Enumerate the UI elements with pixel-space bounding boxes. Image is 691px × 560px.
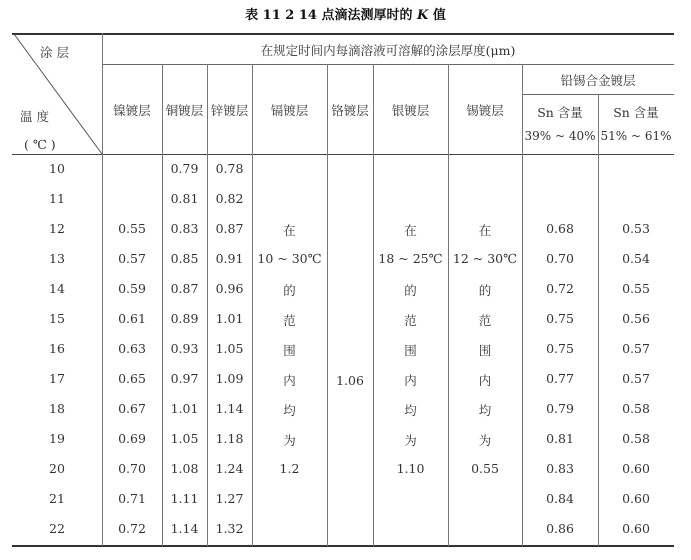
cell-cd: 均: [283, 403, 296, 418]
title-text: 表 11 2 14 点滴法测厚时的: [245, 8, 413, 23]
cell-zn: 1.09: [215, 371, 244, 386]
cell-cu: 1.05: [170, 431, 199, 446]
cell-cd: 为: [283, 433, 296, 448]
corner-coating-label: 涂 层: [40, 45, 69, 60]
cell-temp: 20: [49, 461, 65, 476]
cell-temp: 14: [49, 281, 65, 296]
cell-ni: 0.63: [118, 341, 146, 356]
cell-ni: 0.55: [118, 221, 146, 236]
cell-cd: 范: [283, 313, 296, 328]
cell-pb2: 0.60: [622, 491, 650, 506]
col-header-zinc: 锌镀层: [210, 103, 249, 118]
cell-zn: 0.87: [215, 221, 244, 236]
cell-pb2: 0.57: [622, 371, 650, 386]
cell-temp: 12: [49, 221, 65, 236]
cell-pb1: 0.86: [546, 521, 574, 536]
cell-pb1: 0.77: [546, 371, 574, 386]
title-k-symbol: K: [417, 8, 429, 23]
cell-sn: 内: [478, 373, 492, 388]
cell-zn: 1.01: [215, 311, 244, 326]
cell-ag: 内: [404, 373, 417, 388]
cell-cu: 1.14: [170, 521, 199, 536]
cell-temp: 15: [49, 311, 65, 326]
col-header-nickel: 镍镀层: [113, 103, 151, 118]
cell-pb2: 0.60: [622, 521, 650, 536]
cell-cd: 在: [283, 223, 296, 238]
cell-sn: 围: [478, 343, 492, 358]
cell-cu: 0.81: [170, 191, 199, 206]
cell-pb1: 0.81: [546, 431, 574, 446]
cell-temp: 19: [49, 431, 65, 446]
cell-temp: 13: [49, 251, 65, 266]
cell-temp: 17: [49, 371, 65, 386]
cell-cu: 0.89: [170, 311, 199, 326]
cell-cu: 1.11: [170, 491, 199, 506]
cell-cu: 0.83: [170, 221, 199, 236]
cell-pb1: 0.79: [546, 401, 574, 416]
cell-zn: 0.82: [215, 191, 244, 206]
cell-temp: 22: [49, 521, 65, 536]
cell-ag: 1.10: [396, 461, 425, 476]
cell-pb1: 0.75: [546, 311, 574, 326]
cell-zn: 1.18: [215, 431, 244, 446]
cell-zn: 1.14: [215, 401, 244, 416]
cell-ni: 0.67: [118, 401, 146, 416]
cell-zn: 1.05: [215, 341, 244, 356]
cell-pb1: 0.68: [546, 221, 574, 236]
cell-sn: 在: [478, 223, 492, 238]
header-bottom-rule: [12, 154, 674, 155]
cell-ni: 0.59: [118, 281, 146, 296]
cell-cu: 0.85: [170, 251, 199, 266]
cell-cd: 围: [283, 343, 296, 358]
cell-pb1: 0.75: [546, 341, 574, 356]
col-header-cadmium: 镉镀层: [270, 103, 309, 118]
cell-ag: 均: [404, 403, 417, 418]
cell-temp: 18: [49, 401, 65, 416]
cell-ni: 0.69: [118, 431, 146, 446]
cell-pb2: 0.54: [622, 251, 650, 266]
col-header-copper: 铜镀层: [165, 103, 204, 118]
table-row: [12, 491, 674, 521]
col-header-alloy-1-line1: Sn 含量: [537, 105, 583, 120]
cell-ag: 为: [404, 433, 417, 448]
cell-cu: 0.97: [170, 371, 199, 386]
cell-cd: 的: [283, 283, 296, 298]
table-title: [0, 4, 691, 23]
table-row: [12, 191, 674, 221]
table-row: [12, 161, 674, 191]
cell-pb2: 0.53: [622, 221, 650, 236]
cell-sn: 12 ~ 30℃: [452, 251, 518, 266]
k-value-table: [12, 33, 674, 546]
table-row: [12, 461, 674, 491]
header-span-rule: [102, 64, 674, 65]
cell-ag: 在: [404, 223, 417, 238]
table-row: [12, 521, 674, 551]
cell-zn: 1.24: [215, 461, 244, 476]
corner-unit-label: ( ℃ ): [24, 137, 56, 152]
cell-cd: 内: [283, 373, 296, 388]
cell-ag: 范: [404, 313, 417, 328]
table-row: [12, 341, 674, 371]
cell-cu: 0.93: [170, 341, 199, 356]
cell-temp: 21: [49, 491, 65, 506]
cell-pb1: 0.72: [546, 281, 574, 296]
cell-ni: 0.72: [118, 521, 146, 536]
corner-temp-label: 温 度: [20, 109, 49, 124]
cell-sn: 的: [478, 283, 492, 298]
table-row: [12, 251, 674, 281]
col-header-silver: 银镀层: [391, 103, 430, 118]
table-row: [12, 401, 674, 431]
cell-cu: 0.79: [170, 161, 199, 176]
cell-pb2: 0.60: [622, 461, 650, 476]
cell-sn: 均: [478, 403, 492, 418]
header-span-title: 在规定时间内每滴溶液可溶解的涂层厚度(μm): [260, 43, 516, 58]
cell-temp: 10: [49, 161, 65, 176]
cell-ni: 0.61: [118, 311, 146, 326]
table-row: [12, 221, 674, 251]
col-header-lead-tin-alloy: 铅锡合金镀层: [560, 73, 636, 88]
cell-pb2: 0.55: [622, 281, 650, 296]
table-row: [12, 371, 674, 401]
table-row: [12, 431, 674, 461]
table-row: [12, 281, 674, 311]
cell-zn: 0.78: [215, 161, 244, 176]
cell-cu: 1.01: [170, 401, 199, 416]
cell-pb2: 0.58: [622, 431, 650, 446]
chromium-value: 1.06: [336, 373, 364, 388]
cell-zn: 1.27: [215, 491, 244, 506]
cell-pb1: 0.83: [546, 461, 574, 476]
cell-sn: 范: [478, 313, 492, 328]
cell-temp: 16: [49, 341, 65, 356]
cell-zn: 0.91: [215, 251, 244, 266]
cell-ag: 围: [404, 343, 417, 358]
col-header-chromium: 铬镀层: [331, 103, 369, 118]
title-suffix: 值: [432, 8, 446, 23]
col-header-alloy-1-line2: 39% ~ 40%: [524, 129, 596, 143]
cell-ag: 的: [404, 283, 417, 298]
cell-sn: 为: [478, 433, 492, 448]
cell-sn: 0.55: [471, 461, 499, 476]
cell-pb1: 0.70: [546, 251, 574, 266]
cell-ni: 0.71: [118, 491, 146, 506]
cell-zn: 1.32: [215, 521, 244, 536]
table-top-rule: [12, 33, 674, 35]
cell-cu: 0.87: [170, 281, 199, 296]
cell-ni: 0.57: [118, 251, 146, 266]
cell-cd: 1.2: [279, 461, 300, 476]
cell-ni: 0.70: [118, 461, 146, 476]
table-row: [12, 311, 674, 341]
col-header-alloy-2-line1: Sn 含量: [613, 105, 659, 120]
cell-temp: 11: [49, 191, 65, 206]
cell-ag: 18 ~ 25℃: [378, 251, 443, 266]
col-header-tin: 锡镀层: [466, 103, 504, 118]
col-header-alloy-2-line2: 51% ~ 61%: [600, 129, 672, 143]
cell-pb2: 0.56: [622, 311, 650, 326]
cell-pb2: 0.57: [622, 341, 650, 356]
cell-zn: 0.96: [215, 281, 244, 296]
cell-cu: 1.08: [170, 461, 199, 476]
cell-ni: 0.65: [118, 371, 146, 386]
cell-cd: 10 ~ 30℃: [257, 251, 322, 266]
cell-pb1: 0.84: [546, 491, 574, 506]
cell-pb2: 0.58: [622, 401, 650, 416]
